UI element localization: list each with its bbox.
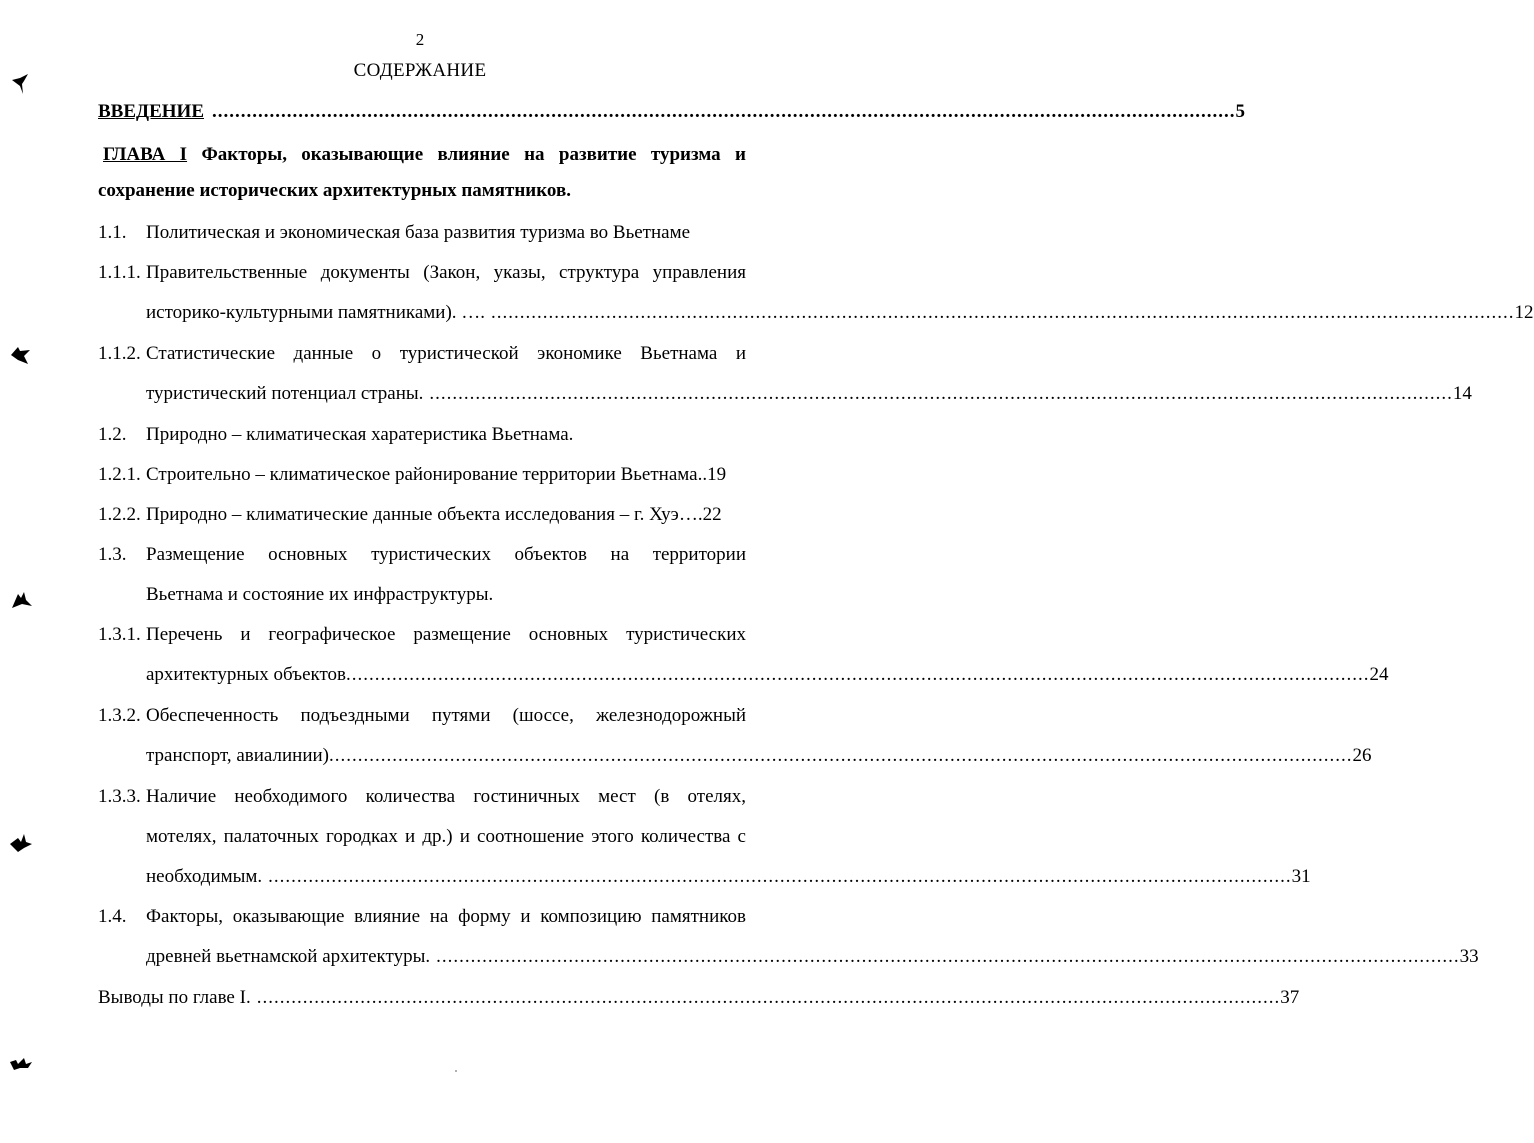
toc-section-1-1[interactable] <box>98 220 746 246</box>
toc-line <box>98 542 746 568</box>
leader-dots: .................................................................................................................................................................................. <box>491 302 1515 323</box>
toc-conclusion[interactable] <box>98 985 1300 1011</box>
page-ref: 24 <box>1369 664 1389 685</box>
section-title-cont: Вьетнама и состояние их инфраструктуры. <box>146 584 494 605</box>
section-number: 1.4. <box>98 906 127 927</box>
leader-dots: .................................................................................................................................................................................. <box>429 383 1453 404</box>
toc-section-1-2[interactable] <box>98 422 746 448</box>
toc-section-1-2-2[interactable] <box>98 502 746 528</box>
toc-line <box>98 341 746 367</box>
scan-mark-icon <box>8 342 34 368</box>
section-title: Размещение основных туристических объектов на территории <box>146 544 746 565</box>
section-title: Факторы, оказывающие влияние на форму и композицию памятников <box>146 906 746 927</box>
page-ref: 26 <box>1352 745 1372 766</box>
scan-speck <box>455 1070 457 1072</box>
section-title-cont: историко-культурными памятниками). …. <box>146 302 486 323</box>
toc-intro-label: ВВЕДЕНИЕ <box>98 101 204 122</box>
toc-line <box>98 622 746 648</box>
conclusion-title: Выводы по главе I. <box>98 987 251 1008</box>
chapter1-title-start: Факторы, оказывающие влияние на развитие туризма и <box>201 144 746 165</box>
section-title-cont: необходимым. <box>146 866 263 887</box>
scan-mark-icon <box>8 72 34 98</box>
page-number: 2 <box>415 30 425 49</box>
section-number: 1.1.1. <box>98 262 141 283</box>
section-title: Наличие необходимого количества гостиничных мест (в отелях, <box>146 786 746 807</box>
toc-line <box>146 944 1479 970</box>
scan-mark-icon <box>8 588 34 614</box>
leader-dots: .................................................................................................................................................................................. <box>268 866 1292 887</box>
toc-line <box>146 864 1311 890</box>
section-number: 1.2. <box>98 424 127 445</box>
page-ref: 33 <box>1459 946 1479 967</box>
section-title: Политическая и экономическая база развития туризма во Вьетнаме <box>146 222 691 243</box>
section-title-cont: мотелях, палаточных городках и др.) и соотношение этого количества с <box>146 826 746 847</box>
toc-line <box>98 260 746 286</box>
toc-line <box>146 300 1534 326</box>
toc-intro[interactable] <box>98 99 1245 125</box>
toc-line <box>98 784 746 810</box>
leader-dots: .................................................................................................................................................................................. <box>212 101 1236 122</box>
page-ref: 14 <box>1452 383 1472 404</box>
leader-dots: .................................................................................................................................................................................. <box>329 745 1353 766</box>
section-title: Природно – климатическая харатеристика Вьетнама. <box>146 424 574 445</box>
section-number: 1.2.2. <box>98 504 141 525</box>
leader-dots: .................................................................................................................................................................................. <box>256 987 1281 1008</box>
chapter1-label: ГЛАВА I <box>103 144 188 165</box>
section-title-cont: транспорт, авиалинии) <box>146 745 330 766</box>
page-title: СОДЕРЖАНИЕ <box>353 60 487 81</box>
section-title: Обеспеченность подъездными путями (шоссе, железнодорожный <box>146 705 746 726</box>
toc-chapter1-line1 <box>103 142 746 168</box>
section-number: 1.3.3. <box>98 786 141 807</box>
scan-mark-icon <box>8 1050 34 1076</box>
section-title-cont: туристический потенциал страны. <box>146 383 424 404</box>
section-number: 1.1. <box>98 222 127 243</box>
page-ref: 12 <box>1514 302 1534 323</box>
section-title: Природно – климатические данные объекта исследования – г. Хуэ….22 <box>146 504 722 525</box>
toc-line <box>146 662 1389 688</box>
toc-line <box>146 381 1472 407</box>
section-title: Строительно – климатическое районирование территории Вьетнама..19 <box>146 464 727 485</box>
section-title: Правительственные документы (Закон, указы, структура управления <box>146 262 746 283</box>
page-ref: 31 <box>1291 866 1311 887</box>
toc-chapter1-line2: сохранение исторических архитектурных памятников. <box>98 180 571 201</box>
section-title-cont: древней вьетнамской архитектуры. <box>146 946 431 967</box>
toc-line <box>146 743 1372 769</box>
toc-intro-page: 5 <box>1235 101 1245 122</box>
section-title-cont: архитектурных объектов <box>146 664 347 685</box>
section-number: 1.3.1. <box>98 624 141 645</box>
page-ref: 37 <box>1280 987 1300 1008</box>
section-title: Перечень и географическое размещение основных туристических <box>146 624 746 645</box>
leader-dots: .................................................................................................................................................................................. <box>436 946 1460 967</box>
scan-mark-icon <box>8 830 34 856</box>
toc-section-1-2-1[interactable] <box>98 462 746 488</box>
toc-line <box>98 703 746 729</box>
toc-line <box>98 904 746 930</box>
section-number: 1.1.2. <box>98 343 141 364</box>
section-number: 1.3. <box>98 544 127 565</box>
section-title: Статистические данные о туристической экономике Вьетнама и <box>146 343 746 364</box>
section-number: 1.2.1. <box>98 464 141 485</box>
leader-dots: .................................................................................................................................................................................. <box>346 664 1370 685</box>
section-number: 1.3.2. <box>98 705 141 726</box>
